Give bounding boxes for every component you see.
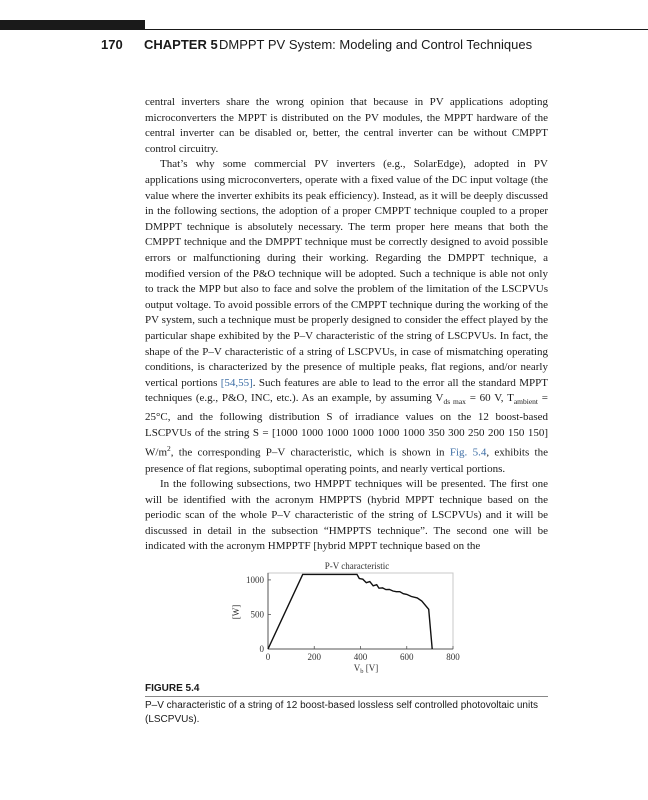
x-tick-label: 200 <box>307 652 321 662</box>
unit-superscript: 2 <box>167 444 171 454</box>
running-header <box>0 36 648 54</box>
paragraph-2 <box>145 157 548 477</box>
paragraph-2-text-d: = 25°C, and the following distribution S of irradiance values on the 12 boost-based LSCPVUs of the string S = [1000 1000 1000 1000 1000 1000 350 300 250 200 150 150] W/m <box>145 392 548 459</box>
chart-ticks <box>246 575 460 662</box>
x-tick-label: 600 <box>400 652 414 662</box>
x-tick-label: 0 <box>265 652 271 662</box>
paragraph-2-text-f: , exhibits the presence of flat regions, suboptimal operating points, and nearly vertical portions. <box>145 446 548 475</box>
y-axis-label: [W] <box>231 604 241 620</box>
x-tick-label: 400 <box>353 652 368 662</box>
x-tick-label: 800 <box>446 652 460 662</box>
x-axis-label-main: V <box>353 663 361 673</box>
x-axis-label <box>354 663 379 675</box>
symbol-t-subscript: ambient <box>513 397 538 407</box>
y-tick-label: 1000 <box>246 574 264 585</box>
figure-label: FIGURE 5.4 <box>145 683 200 694</box>
paragraph-2-text-e: , the corresponding P–V characteristic, which is shown in <box>170 446 450 459</box>
body-text <box>145 95 548 555</box>
symbol-t: T <box>507 392 514 405</box>
paragraph-2-text-a: That’s why some commercial PV inverters (e.g., SolarEdge), adopted in PV applications using microconverters, operate with a fixed value of the DC input voltage (the value where the inverter exhibits its peak efficiency). Instead, as it will be deeply discussed in the following sections, the adoption of a proper CMPPT technique coupled to a proper DMPPT technique is absolutely necessary. The term proper here means that both the CMPPT technique and the DMPPT technique must be correctly designed to avoid possible errors or malfunctioning during their working. Regarding the DMPPT technique, a modified version of the P&O technique will be adopted. Such a technique is able not only to track the MPP but also to face and solve the problem of the limitation of the LSCPVUs output voltage. To avoid possible errors of the CMPPT technique during the working of the PV system, such a technique must be properly designed to consider the effect played by the particular shape exhibited by the P–V characteristic of the string of LSCPVUs. In fact, the shape of the P–V characteristic of a string of LSCPVUs, in case of mismatching operating conditions, is characterized by the presence of multiple peaks, flat regions, and/or nearly vertical portions <box>145 158 548 389</box>
paragraph-2-text-b: . Such features are able to lead to the error all the standard MPPT techniques (e.g., P&O, INC, etc.). As an example, by assuming <box>145 376 548 405</box>
citation-link-54-55[interactable]: [54,55] <box>220 376 253 389</box>
page-number: 170 <box>101 37 123 52</box>
plot-frame <box>268 573 453 649</box>
chapter-label: CHAPTER 5 <box>144 37 218 52</box>
figure-rule <box>145 696 548 697</box>
chart-axes <box>268 573 453 649</box>
figure-link-5-4[interactable]: Fig. 5.4 <box>449 446 487 459</box>
paragraph-1: central inverters share the wrong opinion that because in PV applications adopting microconverters the MPPT is distributed on the PV modules, the MPPT hardware of the central inverter can be disabled or, better, the central inverter can be without CMPPT control circuitry. <box>145 96 548 155</box>
figure-caption: P–V characteristic of a string of 12 boost-based lossless self controlled photovoltaic units (LSCPVUs). <box>145 700 538 725</box>
symbol-v-subscript: ds max <box>443 397 466 407</box>
x-axis-label-subscript: b <box>360 668 364 675</box>
chapter-title: DMPPT PV System: Modeling and Control Techniques <box>219 37 533 52</box>
series-line-pv <box>268 574 432 649</box>
chart-title: P-V characteristic <box>324 561 390 571</box>
symbol-v: V <box>435 392 444 405</box>
x-axis-label-unit: [V] <box>363 663 379 673</box>
y-tick-label: 0 <box>259 644 264 654</box>
y-tick-label: 500 <box>250 609 264 620</box>
paragraph-2-text-c: = 60 V, <box>465 392 508 405</box>
paragraph-3: In the following subsections, two HMPPT techniques will be presented. The first one will be identified with the acronym HMPPTS (hybrid MPPT technique based on the periodic scan of the whole P–V characteristic of the string of LSCPVUs) and it will be discussed in detail in the subsection “HMPPTS technique”. The second one will be indicated with the acronym HMPPTF [hybrid MPPT technique based on the <box>145 478 548 553</box>
header-rule <box>0 29 648 30</box>
